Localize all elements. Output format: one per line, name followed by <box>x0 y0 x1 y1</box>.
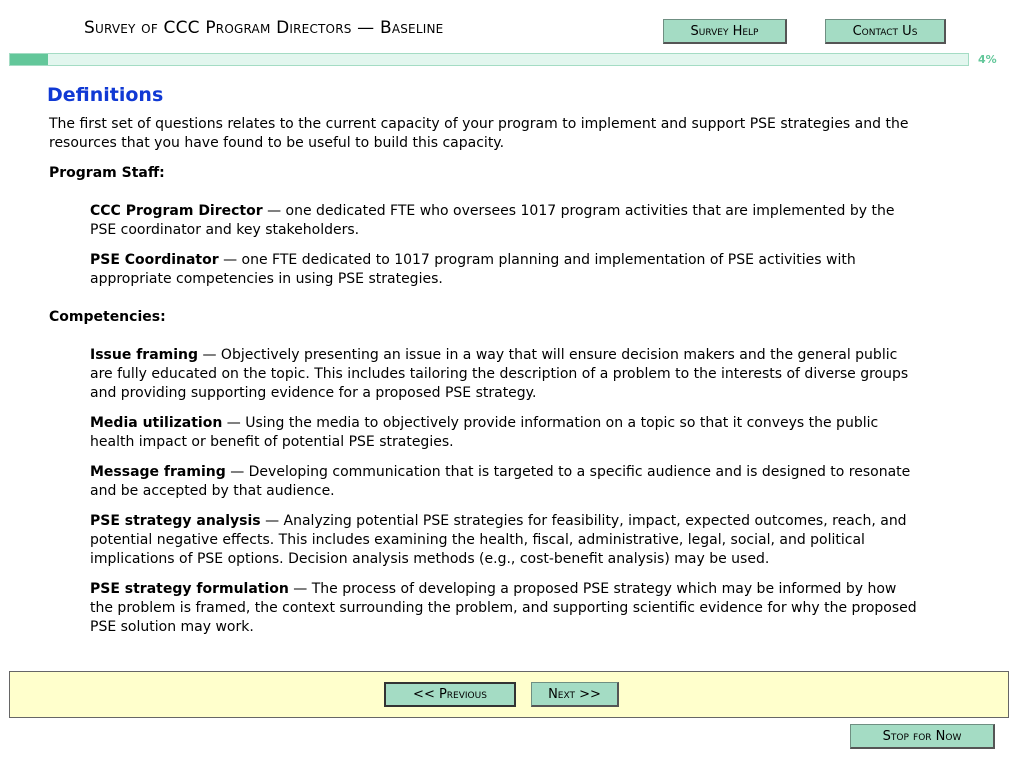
definition-item <box>90 512 920 569</box>
definition-term: Issue framing <box>90 347 199 363</box>
survey-title: Survey of CCC Program Directors — Baseline <box>84 18 444 38</box>
definition-desc: — one FTE dedicated to 1017 program planning and implementation of PSE activities with appropriate competencies in using PSE strategies. <box>90 252 856 287</box>
progress-percent: 4% <box>978 53 997 66</box>
definition-item <box>90 346 920 403</box>
definition-term: PSE strategy formulation <box>90 581 289 597</box>
definition-item <box>90 414 920 452</box>
definition-term: Message framing <box>90 464 226 480</box>
definition-term: Media utilization <box>90 415 223 431</box>
contact-us-button[interactable]: Contact Us <box>825 19 946 44</box>
competencies-label: Competencies: <box>49 309 166 325</box>
next-button[interactable]: Next >> <box>531 682 619 707</box>
definition-desc: — Objectively presenting an issue in a way that will ensure decision makers and the general public are fully educated on the topic. This includes tailoring the description of a problem to the interests of diverse groups and providing supporting evidence for a proposed PSE strategy. <box>90 347 909 401</box>
definition-term: PSE strategy analysis <box>90 513 261 529</box>
definition-desc: — one dedicated FTE who oversees 1017 program activities that are implemented by the PSE coordinator and key stakeholders. <box>90 203 895 238</box>
progress-bar-fill <box>10 54 48 65</box>
definition-item <box>90 202 920 240</box>
definition-item <box>90 580 920 637</box>
definition-desc: — Analyzing potential PSE strategies for feasibility, impact, expected outcomes, reach, and potential negative effects. This includes examining the health, fiscal, administrative, legal, social, and political implications of PSE options. Decision analysis methods (e.g., cost-benefit analysis) may be used. <box>90 513 907 567</box>
definition-item <box>90 463 920 501</box>
definition-desc: — Developing communication that is targeted to a specific audience and is designed to resonate and be accepted by that audience. <box>90 464 911 499</box>
intro-text: The first set of questions relates to the current capacity of your program to implement and support PSE strategies and the resources that you have found to be useful to build this capacity. <box>49 116 909 151</box>
definition-term: CCC Program Director <box>90 203 263 219</box>
definition-desc: — The process of developing a proposed PSE strategy which may be informed by how the problem is framed, the context surrounding the problem, and supporting scientific evidence for why the proposed PSE solution may work. <box>90 581 917 635</box>
definition-desc: — Using the media to objectively provide information on a topic so that it conveys the public health impact or benefit of potential PSE strategies. <box>90 415 879 450</box>
page-title: Definitions <box>47 84 164 106</box>
definition-term: PSE Coordinator <box>90 252 219 268</box>
previous-button[interactable]: << Previous <box>384 682 516 707</box>
stop-for-now-button[interactable]: Stop for Now <box>850 724 995 749</box>
progress-bar <box>9 53 969 66</box>
definition-item <box>90 251 920 289</box>
survey-help-button[interactable]: Survey Help <box>663 19 787 44</box>
program-staff-label: Program Staff: <box>49 165 165 181</box>
